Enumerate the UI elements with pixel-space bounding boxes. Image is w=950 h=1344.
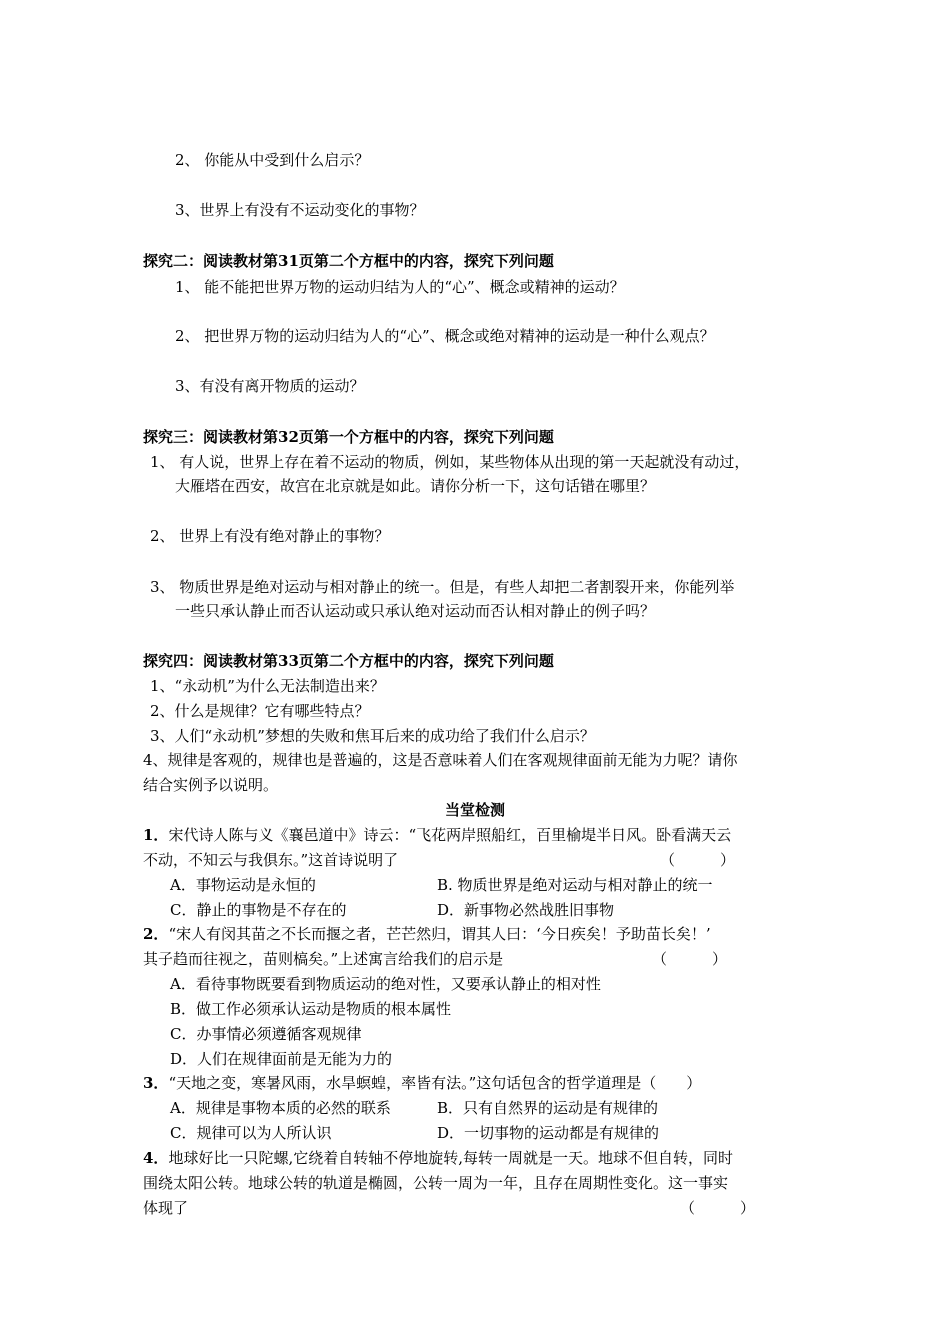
explore2-q3: 3、有没有离开物质的运动？ xyxy=(175,377,365,395)
explore3-q1-line1: 1、 有人说，世界上存在着不运动的物质，例如，某些物体从出现的第一天起就没有动过， xyxy=(150,453,750,471)
quiz-q3-line1 xyxy=(143,1073,701,1093)
explore4-heading: 探究四：阅读教材第33页第二个方框中的内容，探究下列问题 xyxy=(143,652,554,670)
explore4-q2: 2、什么是规律？它有哪些特点？ xyxy=(150,702,370,720)
quiz-title: 当堂检测 xyxy=(444,801,505,819)
explore4-q1: 1、“永动机”为什么无法制造出来？ xyxy=(150,677,385,695)
quiz-q4-line2: 围绕太阳公转。地球公转的轨道是椭圆，公转一周为一年，且存在周期性变化。这一事实 xyxy=(143,1174,729,1192)
option-d: D．新事物必然战胜旧事物 xyxy=(437,901,615,919)
explore2-heading: 探究二：阅读教材第31页第二个方框中的内容，探究下列问题 xyxy=(143,252,554,270)
explore4-q3: 3、人们“永动机”梦想的失败和焦耳后来的成功给了我们什么启示？ xyxy=(150,727,595,745)
quiz-q2-line1 xyxy=(143,924,711,944)
quiz-q1-line1 xyxy=(143,825,731,845)
question-text: “天地之变，寒暑风雨，水旱螟蝗，率皆有法。”这句话包含的哲学道理是（ ） xyxy=(168,1074,702,1092)
explore3-q3-line2: 一些只承认静止而否认运动或只承认绝对运动而否认相对静止的例子吗？ xyxy=(175,602,656,620)
explore3-q2: 2、 世界上有没有绝对静止的事物？ xyxy=(150,527,390,545)
answer-parenthesis: （ ） xyxy=(660,851,736,869)
option-c: C．规律可以为人所认识 xyxy=(170,1124,332,1142)
explore4-q4-line2: 结合实例予以说明。 xyxy=(143,776,279,794)
option-b: B．只有自然界的运动是有规律的 xyxy=(437,1099,659,1117)
explore2-q2: 2、 把世界万物的运动归结为人的“心”、概念或绝对精神的运动是一种什么观点？ xyxy=(175,327,715,345)
quiz-q1-line2: 不动，不知云与我俱东。”这首诗说明了 xyxy=(143,851,399,869)
option-c: C．静止的事物是不存在的 xyxy=(170,901,347,919)
answer-parenthesis: （ ） xyxy=(652,950,728,968)
explore2-q1: 1、 能不能把世界万物的运动归结为人的“心”、概念或精神的运动？ xyxy=(175,278,625,296)
option-c: C．办事情必须遵循客观规律 xyxy=(170,1025,362,1043)
question-number: 1． xyxy=(143,826,169,844)
question-number: 2． xyxy=(143,925,169,943)
question-text: 地球好比一只陀螺,它绕着自转轴不停地旋转,每转一周就是一天。地球不但自转，同时 xyxy=(168,1149,733,1167)
question-text: “宋人有闵其苗之不长而揠之者，芒芒然归，谓其人曰：‘今日疾矣！予助苗长矣！’ xyxy=(168,925,711,943)
option-d: D．人们在规律面前是无能为力的 xyxy=(170,1050,393,1068)
option-d: D．一切事物的运动都是有规律的 xyxy=(437,1124,660,1142)
quiz-q4-line1 xyxy=(143,1148,733,1168)
question-number: 3． xyxy=(143,1074,169,1092)
explore4-q4-line1: 4、规律是客观的，规律也是普遍的，这是否意味着人们在客观规律面前无能为力呢？请你 xyxy=(143,751,738,769)
explore1-q3: 3、世界上有没有不运动变化的事物？ xyxy=(175,201,425,219)
question-number: 4． xyxy=(143,1149,169,1167)
answer-parenthesis: （ ） xyxy=(680,1199,756,1217)
quiz-q4-line3: 体现了 xyxy=(143,1199,189,1217)
quiz-q2-line2: 其子趋而往视之，苗则槁矣。”上述寓言给我们的启示是 xyxy=(143,950,504,968)
explore3-q3-line1: 3、 物质世界是绝对运动与相对静止的统一。但是，有些人却把二者割裂开来，你能列举 xyxy=(150,578,735,596)
question-text: 宋代诗人陈与义《襄邑道中》诗云：“飞花两岸照船红，百里榆堤半日风。卧看满天云 xyxy=(168,826,732,844)
option-b: B．做工作必须承认运动是物质的根本属性 xyxy=(170,1000,452,1018)
explore3-heading: 探究三：阅读教材第32页第一个方框中的内容，探究下列问题 xyxy=(143,428,554,446)
option-a: A．看待事物既要看到物质运动的绝对性，又要承认静止的相对性 xyxy=(170,975,601,993)
explore3-q1-line2: 大雁塔在西安，故宫在北京就是如此。请你分析一下，这句话错在哪里？ xyxy=(175,477,656,495)
option-a: A．事物运动是永恒的 xyxy=(170,876,316,894)
option-a: A．规律是事物本质的必然的联系 xyxy=(170,1099,391,1117)
explore1-q2: 2、 你能从中受到什么启示？ xyxy=(175,151,370,169)
option-b: B. 物质世界是绝对运动与相对静止的统一 xyxy=(437,876,713,894)
